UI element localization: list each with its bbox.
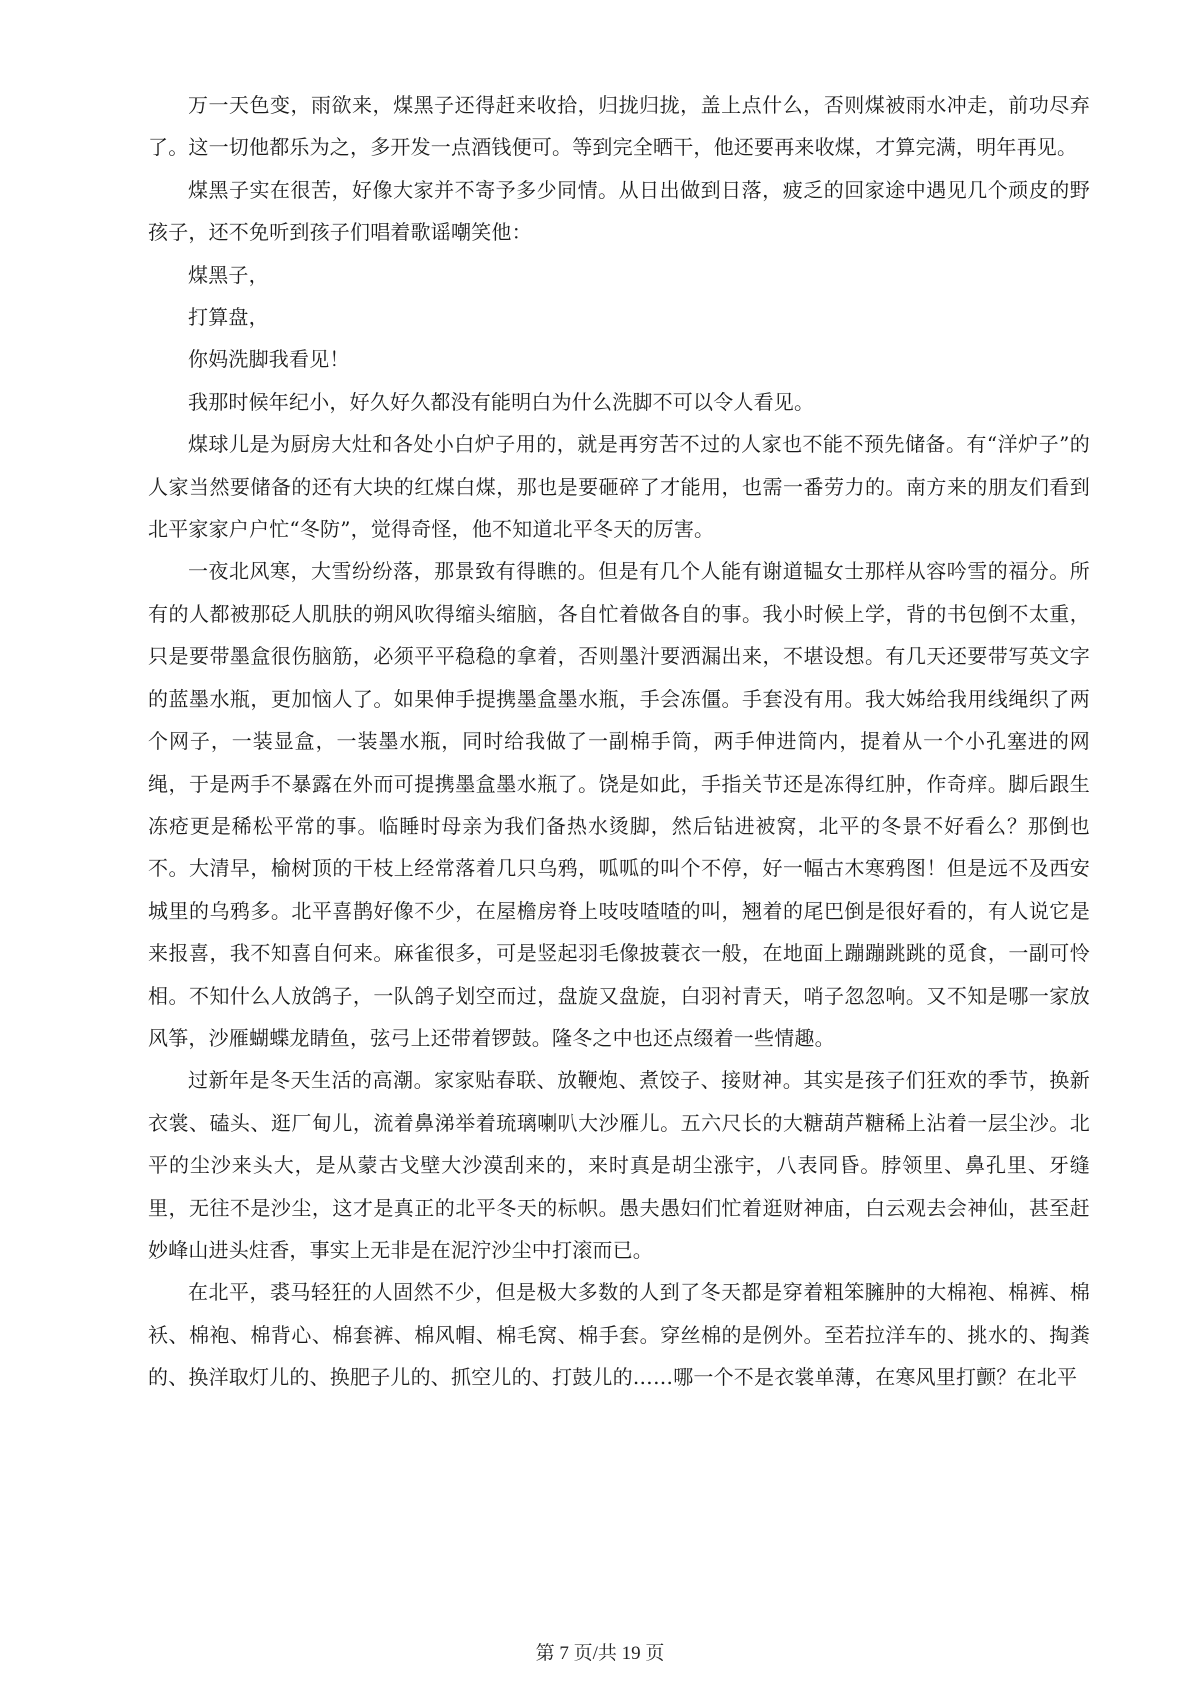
paragraph-coal-balls: 煤球儿是为厨房大灶和各处小白炉子用的，就是再穷苦不过的人家也不能不预先储备。有“洋炉子”的人家当然要储备的还有大块的红煤白煤，那也是要砸碎了才能用，也需一番劳力的。南方来的朋友们看到北平家家户户忙“冬防”，觉得奇怪，他不知道北平冬天的厉害。 <box>148 432 1090 542</box>
verse-line-1: 煤黑子， <box>188 262 269 287</box>
paragraph-north-wind-snow: 一夜北风寒，大雪纷纷落，那景致有得瞧的。但是有几个人能有谢道韫女士那样从容吟雪的福分。所有的人都被那砭人肌肤的朔风吹得缩头缩脑，各自忙着做各自的事。我小时候上学，背的书包倒不太重，只是要带墨盒很伤脑筋，必须平平稳稳的拿着，否则墨汁要洒漏出来，不堪设想。有几天还要带写英文字的蓝墨水瓶，更加恼人了。如果伸手提携墨盒墨水瓶，手会冻僵。手套没有用。我大姊给我用线绳织了两个网子，一装显盒，一装墨水瓶，同时给我做了一副棉手筒，两手伸进筒内，提着从一个小孔塞进的网绳，于是两手不暴露在外而可提携墨盒墨水瓶了。饶是如此，手指关节还是冻得红肿，作奇痒。脚后跟生冻疮更是稀松平常的事。临睡时母亲为我们备热水烫脚，然后钻进被窝，北平的冬景不好看么？那倒也不。大清早，榆树顶的干枝上经常落着几只乌鸦，呱呱的叫个不停，好一幅古木寒鸦图！但是远不及西安城里的乌鸦多。北平喜鹊好像不少，在屋檐房脊上吱吱喳喳的叫，翘着的尾巴倒是很好看的，有人说它是来报喜，我不知喜自何来。麻雀很多，可是竖起羽毛像披蓑衣一般，在地面上蹦蹦跳跳的觅食，一副可怜相。不知什么人放鸽子，一队鸽子划空而过，盘旋又盘旋，白羽衬青天，哨子忽忽响。又不知是哪一家放风筝，沙雁蝴蝶龙睛鱼，弦弓上还带着锣鼓。隆冬之中也还点缀着一些情趣。 <box>148 559 1090 1050</box>
paragraph-childhood-memory: 我那时候年纪小，好久好久都没有能明白为什么洗脚不可以令人看见。 <box>188 389 815 414</box>
verse-line-3: 你妈洗脚我看见！ <box>188 347 350 372</box>
paragraph-rain-collect-coal: 万一天色变，雨欲来，煤黑子还得赶来收拾，归拢归拢，盖上点什么，否则煤被雨水冲走，前功尽弃了。这一切他都乐为之，多开发一点酒钱便可。等到完全晒干，他还要再来收煤，才算完满，明年再见。 <box>148 93 1090 160</box>
document-body <box>148 84 1090 1399</box>
paragraph-winter-clothing: 在北平，裘马轻狂的人固然不少，但是极大多数的人到了冬天都是穿着粗笨臃肿的大棉袍、棉裤、棉袄、棉袍、棉背心、棉套裤、棉风帽、棉毛窝、棉手套。穿丝棉的是例外。至若拉洋车的、挑水的、掏粪的、换洋取灯儿的、换肥子儿的、抓空儿的、打鼓儿的……哪一个不是衣裳单薄，在寒风里打颤？在北平 <box>148 1280 1090 1390</box>
page-number-footer: 第 7 页/共 19 页 <box>535 1643 665 1664</box>
verse-line-2: 打算盘， <box>188 305 269 330</box>
paragraph-new-year: 过新年是冬天生活的高潮。家家贴春联、放鞭炮、煮饺子、接财神。其实是孩子们狂欢的季节，换新衣裳、磕头、逛厂甸儿，流着鼻涕举着琉璃喇叭大沙雁儿。五六尺长的大糖葫芦糖稀上沾着一层尘沙。北平的尘沙来头大，是从蒙古戈壁大沙漠刮来的，来时真是胡尘涨宇，八表同昏。脖领里、鼻孔里、牙缝里，无往不是沙尘，这才是真正的北平冬天的标帜。愚夫愚妇们忙着逛财神庙，白云观去会神仙，甚至赶妙峰山进头炷香，事实上无非是在泥泞沙尘中打滚而已。 <box>148 1068 1090 1262</box>
paragraph-coal-worker-hardship: 煤黑子实在很苦，好像大家并不寄予多少同情。从日出做到日落，疲乏的回家途中遇见几个顽皮的野孩子，还不免听到孩子们唱着歌谣嘲笑他： <box>148 177 1090 245</box>
